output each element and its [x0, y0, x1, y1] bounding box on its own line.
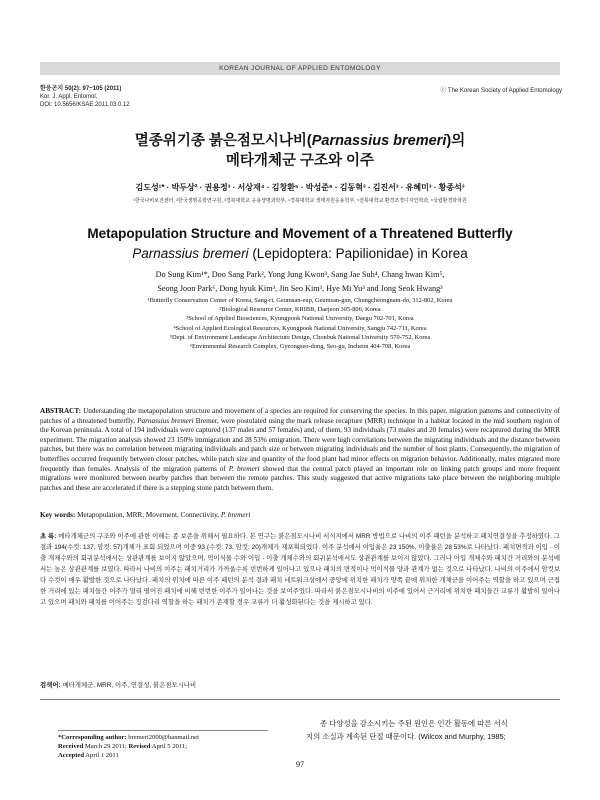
korean-title-line2: 메타개체군 구조와 이주	[225, 153, 375, 169]
affiliation-item: ⁶Envimmental Research Complex, Gyeongseo-dong, Seo-gu, Incheon 404-708, Korea	[189, 343, 411, 351]
affiliation-item: ¹Butterfly Conservation Center of Korea, Sang-ri, Geumsan-eup, Geumsan-gun, Chungcheongnam-do, 312-802, Korea	[147, 297, 453, 304]
affiliation-item: ⁵Dept. of Environment Landscape Architecture Design, Chonbuk National University 570-752, Korea	[169, 333, 431, 341]
keywords-species: P. bremeri	[220, 511, 251, 519]
korean-title	[0, 131, 600, 171]
body-line: 종 다양성을 감소시키는 주된 원인은 인간 활동에 따른 서식	[320, 719, 508, 728]
revised-date: April 5 2011;	[151, 743, 188, 750]
korean-affiliations: ¹한국나비보전센터, ²한국생명공학연구원, ³경북대학교 응용생명과학부, ⁴경북대학교 생태자원응용학부, ⁵전북대학교 환경조경디자인학과, ⁶국립환경과학원	[133, 198, 467, 204]
abstract-text: Understanding the metapopulation structure and movement of a species are required for conserving the species. In this paper, migration patterns and connectivity of patches of a threatened butterfly,	[40, 407, 560, 425]
korean-authors: 김도성¹* · 박두상² · 권용정³ · 서상재⁴ · 김창환⁵ · 박성준⁶ · 김동혁³ · 김진서³ · 유혜미³ · 황종석³	[135, 183, 465, 192]
accepted-date: April 1 2011	[85, 752, 119, 759]
affiliation-item: ⁴School of Applied Ecological Resources, Kyungpook National University, Sangju 742-711, Korea	[173, 324, 427, 332]
corr-label: *Corresponding author:	[58, 734, 127, 741]
copyright-notice: ⓒ The Korean Society of Applied Entomology	[440, 88, 562, 94]
english-authors-line2: Seong Joon Park⁶, Dong hyuk Kim³, Jin Seo Kim³, Hye Mi Yu³ and Jong Seok Hwang³	[157, 284, 443, 293]
received-date: March 29 2011;	[84, 743, 127, 750]
keywords-text: Metapopulation, MRR, Movement, Connectivity,	[77, 511, 221, 519]
korean-abstract-text: 메타개체군의 구조와 이주에 관한 이해는 종 보존을 위해서 필요하다. 본 연구는 붉은점모시나비 서식지에서 MRR 방법으로 나비의 이주 패턴을 분석하고 패치연결성을 추정하였다. 그 결과 194(수컷: 137, 암컷: 57)개체가 표회 되었으며 이중 93 (수컷: 73, 암컷: 20)개체가 재포획되었다. 이주 분석에서 이입율은 23 150%, 이출율은 28 53%로 나타났다. 패치면적과 이입 · 이출 개체수와의 회귀분석에서는 상관관계를 보이지 않았으며, 먹이식물 수와 이입 · 이출 개체수와의 회귀분석에서도 상관관계를 보이지 않았다. 그러나 이입 개체수와 패치간 거리와의 분석에서는 높은 상관관계를 보였다. 따라서 나비의 이주는 패치거리가 가까울수록 빈번하게 일어나고 있으나 패치의 면적이나 먹이식물 양과 관계가 없는 것으로 나타났다. 나비의 이주에서 암컷보다 수컷이 매우 활발한 것으로 나타났다. 패치의 위치에 따른 이주 패턴의 분석 결과 패치 네트워크상에서 중앙에 위치한 패치가 양쪽 끝에 위치한 개체군을 이어주는 역할을 하고 있으며 근접한 거리에 있는 패치들간 이주가 멀리 떨어진 패치에 비해 빈번한 이주가 일어나는 것을 보여주었다. 따라서 붉은점모시나비의 이주에 있어서 근거리에 위치한 패치들간 교류가 활발히 일어나고 있으며 패치와 패치를 이어주는 징검다리 역할을 하는 패치가 존재할 경우 교류가 더 활성화된다는 것을 제시하고 있다.	[40, 533, 560, 606]
body-text-start	[306, 717, 560, 743]
affiliation-item: ³School of Applied Biosciences, Kyungpook National University, Daegu 702-701, Korea	[186, 315, 414, 323]
abstract-text: Bremer, were postulated using the mark release recapture (MRR) technique in a habitat located in the mid southern region of the Korean peninsula. A total of 194 individuals were captured (137 males and 57 females) and, of them, 93 individuals (73 males and 20 females) were recaptured during the MRR experiment. The migration analysis showed 23 150% immigration and 28 53% emigration. There were high correlations between the migrating individuals and the distance between patches, but there was no correlation between migrating individuals and patch size or between migrating individuals and the number of host plants. Consequently, the migration of butterflies occurred frequently between closer patches, while patch size and quantity of the food plant had minor effects on migration behavior. Additionally, males migrated more frequently than females. Analysis of the migration patterns of	[40, 416, 560, 473]
english-title-species: Parnassius bremeri	[132, 246, 249, 261]
korean-keywords	[40, 680, 196, 689]
keywords-label: Key words:	[40, 511, 76, 519]
english-affiliations	[40, 296, 560, 351]
korean-abstract-label: 초 록:	[40, 533, 57, 540]
journal-abbrev: Kor. J. Appl. Entomol.	[40, 94, 98, 100]
korean-title-pre: 멸종위기종 붉은점모시나비(	[134, 133, 312, 149]
abstract-species: P. bremeri	[228, 464, 260, 473]
affiliation-item: ²Biological Resource Center, KRIBB, Daejeon 305-806, Korea	[219, 306, 381, 314]
page-number: 97	[296, 760, 304, 769]
revised-label: Revised	[128, 743, 151, 750]
korean-abstract	[40, 531, 560, 608]
abstract-species: Parnassius bremeri	[137, 416, 194, 425]
doi: DOI: 10.5656/KSAE.2011.03.0.12	[40, 102, 130, 108]
citation-line: 한응곤지 50(2): 97~105 (2011)	[40, 86, 122, 92]
english-title-post: (Lepidoptera: Papilionidae) in Korea	[248, 246, 468, 261]
abstract-label: ABSTRACT:	[40, 407, 82, 415]
correspondence-block	[58, 733, 199, 760]
korean-title-post: )의	[446, 133, 466, 149]
english-abstract	[40, 407, 560, 493]
received-label: Received	[58, 743, 84, 750]
english-authors	[40, 268, 560, 296]
citation-block	[40, 85, 130, 109]
korean-keywords-text: 메타개체군, MRR, 이주, 연결성, 붉은점모시나비	[62, 682, 197, 689]
body-line: 지의 소실과 계속된 단절 때문이다. (Wilcox and Murphy, 1985;	[306, 732, 506, 741]
english-authors-line1: Do Sung Kim¹*, Doo Sang Park², Yong Jung Kwon³, Sang Jae Suh⁴, Chang hwan Kim⁵,	[155, 270, 445, 279]
section-divider	[40, 699, 560, 700]
korean-keywords-label: 검색어:	[40, 682, 61, 689]
english-title	[0, 224, 600, 264]
footnote-rule	[58, 730, 268, 731]
english-title-line1: Metapopulation Structure and Movement of a Threatened Butterfly	[87, 226, 513, 241]
journal-header-bar: KOREAN JOURNAL OF APPLIED ENTOMOLOGY	[40, 62, 560, 75]
korean-title-species: Parnassius bremeri	[311, 133, 447, 149]
abstract-text: showed that the central patch played an important role on linking patch groups and more frequent migrations were monitored between nearby patches than between the remote patches. This study suggested that active migrations take place between the neighboring multiple patches and these are accelerated if there is a stepping stone patch between them.	[40, 464, 560, 492]
accepted-label: Accepted	[58, 752, 84, 759]
english-keywords	[40, 511, 250, 519]
corr-email[interactable]: bremeri2000@hanmail.net	[128, 734, 199, 741]
